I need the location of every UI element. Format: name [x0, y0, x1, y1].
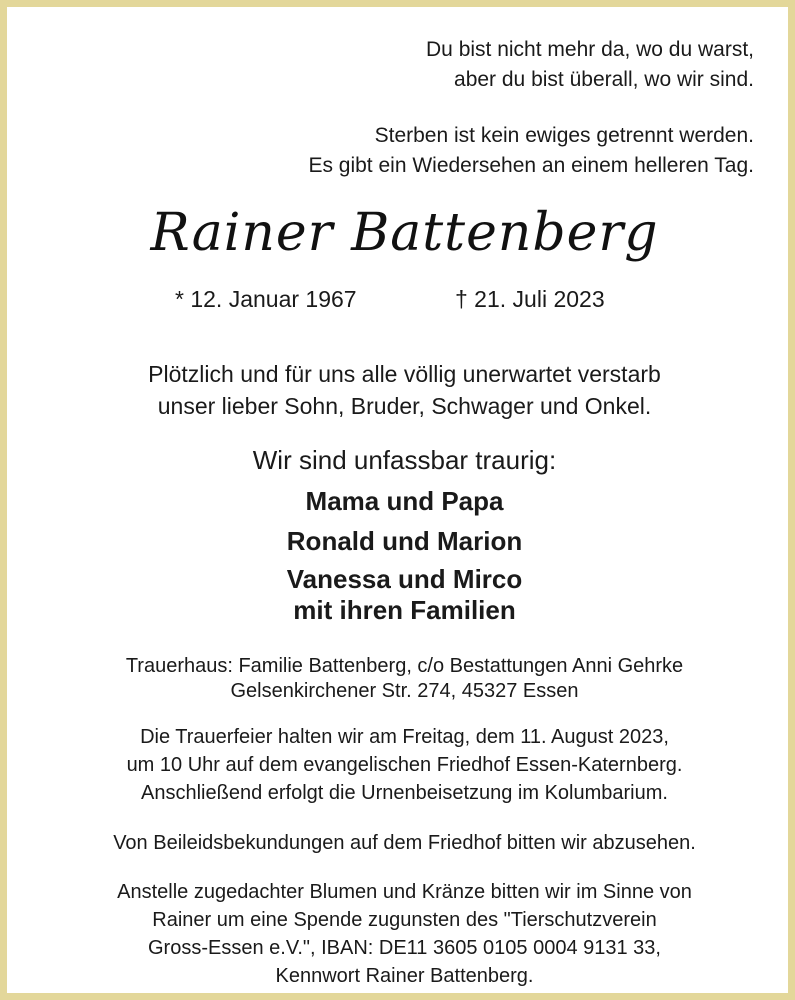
donation-line: Gross-Essen e.V.", IBAN: DE11 3605 0105 0004 9131 33, — [148, 937, 661, 959]
poem-line: Du bist nicht mehr da, wo du warst, — [426, 38, 754, 61]
announcement-line: Plötzlich und für uns alle völlig unerwartet verstarb — [148, 361, 661, 387]
mourner-name: mit ihren Familien — [293, 595, 516, 625]
deceased-name: Rainer Battenberg — [150, 203, 659, 263]
poem-stanza-1 — [426, 35, 754, 95]
mourner-name: Mama und Papa — [305, 486, 504, 516]
donation-line: Kennwort Rainer Battenberg. — [275, 965, 534, 987]
donation-line: Rainer um eine Spende zugunsten des "Tierschutzverein — [152, 909, 657, 931]
funeral-line: Die Trauerfeier halten wir am Freitag, dem 11. August 2023, — [140, 726, 669, 748]
mourner-name: Ronald und Marion — [286, 526, 523, 556]
death-date: † 21. Juli 2023 — [455, 286, 605, 312]
mourner-group — [7, 564, 795, 626]
poem-stanza-2 — [308, 121, 754, 181]
mourner-name: Vanessa und Mirco — [286, 564, 523, 594]
trauerhaus-line: Gelsenkirchener Str. 274, 45327 Essen — [230, 680, 579, 702]
mourners-intro: Wir sind unfassbar traurig: — [252, 445, 557, 475]
condolence-note: Von Beileidsbekundungen auf dem Friedhof bitten wir abzusehen. — [113, 832, 696, 854]
funeral-line: um 10 Uhr auf dem evangelischen Friedhof Essen-Katernberg. — [126, 754, 683, 776]
funeral-line: Anschließend erfolgt die Urnenbeisetzung im Kolumbarium. — [141, 782, 668, 804]
trauerhaus-line: Trauerhaus: Familie Battenberg, c/o Bestattungen Anni Gehrke — [125, 655, 684, 677]
birth-date: * 12. Januar 1967 — [175, 286, 357, 312]
death-announcement — [7, 358, 795, 422]
announcement-line: unser lieber Sohn, Bruder, Schwager und Onkel. — [157, 393, 652, 419]
poem-line: Es gibt ein Wiedersehen an einem helleren Tag. — [308, 154, 754, 177]
trauerhaus-address — [7, 654, 795, 704]
poem-line: Sterben ist kein ewiges getrennt werden. — [374, 124, 754, 147]
donation-request — [7, 878, 795, 990]
poem-line: aber du bist überall, wo wir sind. — [454, 68, 754, 91]
donation-line: Anstelle zugedachter Blumen und Kränze bitten wir im Sinne von — [117, 881, 692, 903]
funeral-details — [7, 723, 795, 807]
